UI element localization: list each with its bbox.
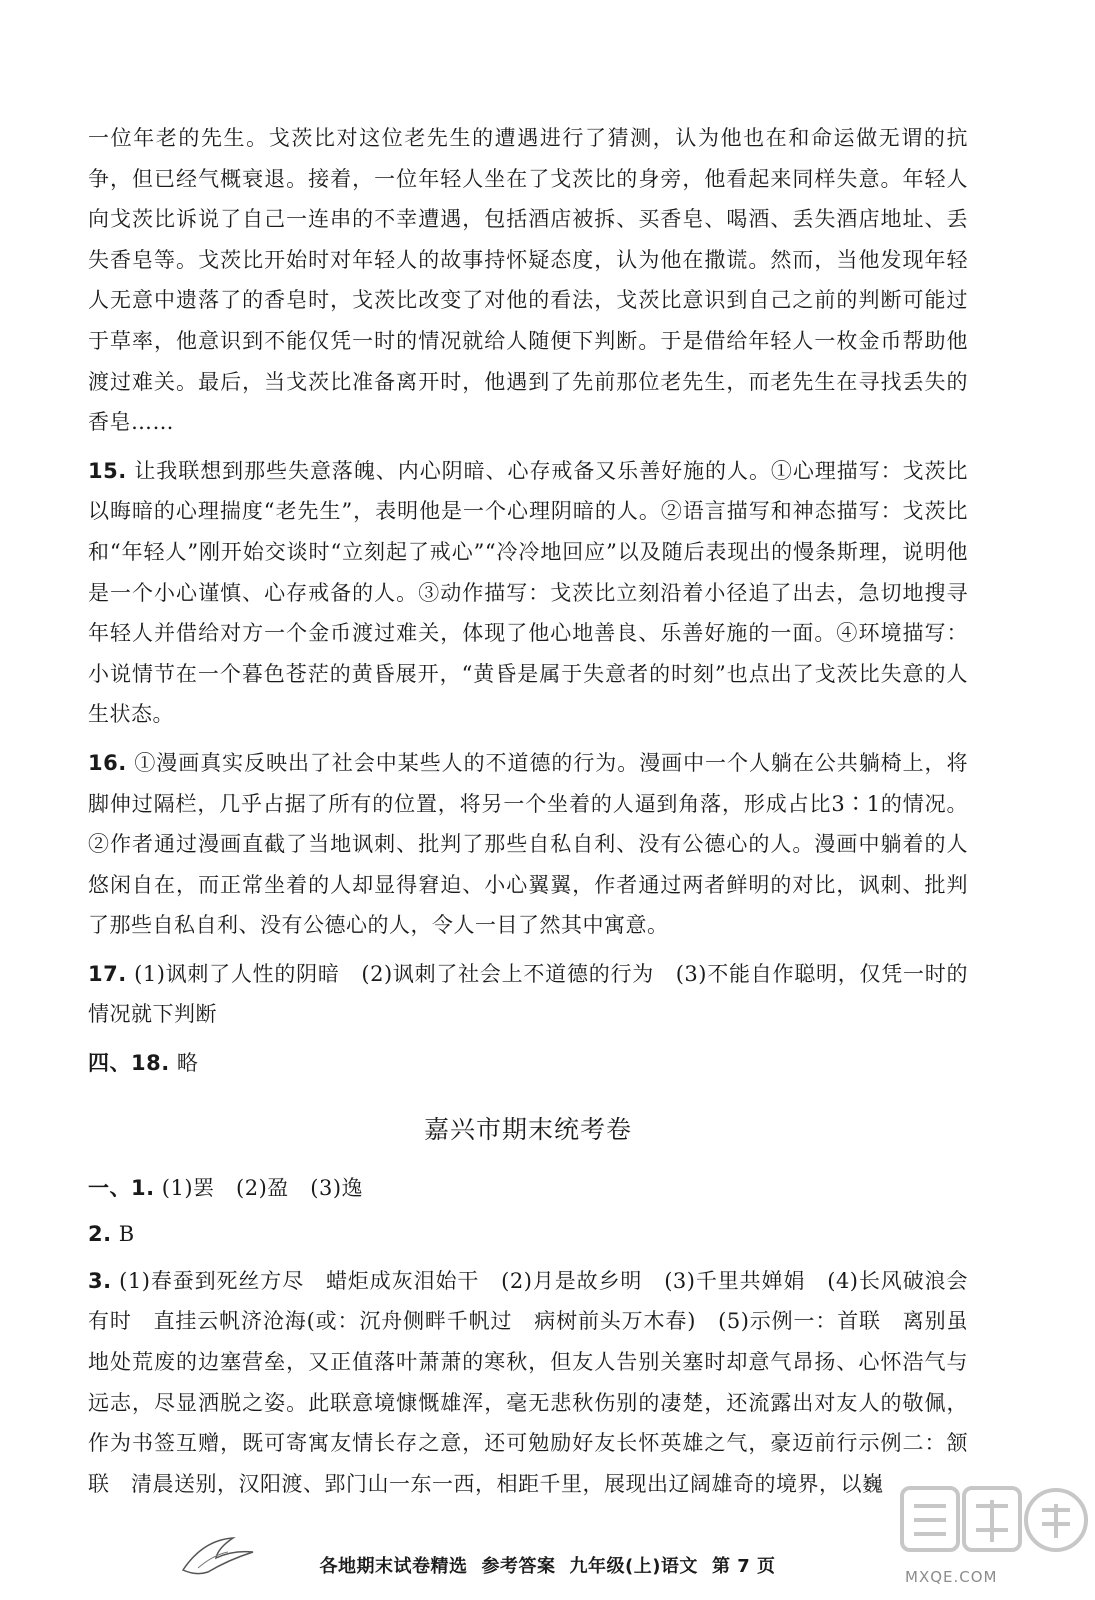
- question-number-15: 15.: [88, 458, 127, 483]
- footer-grade-subject: 九年级(上)语文: [569, 1556, 698, 1577]
- answer-1: [88, 1168, 968, 1209]
- footer-book-title: 各地期末试卷精选: [319, 1556, 468, 1577]
- footer-page-number: 第 7 页: [711, 1556, 776, 1577]
- question-number-16: 16.: [88, 750, 127, 775]
- answer-1-text: (1)罢 (2)盈 (3)逸: [161, 1175, 364, 1200]
- answer-2: [88, 1214, 968, 1255]
- question-number-17: 17.: [88, 961, 127, 986]
- footer-answers-label: 参考答案: [481, 1556, 556, 1577]
- answer-16-text: ①漫画真实反映出了社会中某些人的不道德的行为。漫画中一个人躺在公共躺椅上，将脚伸过隔栏，几乎占据了所有的位置，将另一个坐着的人逼到角落，形成占比3∶1的情况。②作者通过漫画直截了当地讽刺、批判了那些自私自利、没有公德心的人。漫画中躺着的人悠闲自在，而正常坐着的人却显得窘迫、小心翼翼，作者通过两者鲜明的对比，讽刺、批判了那些自私自利、没有公德心的人，令人一目了然其中寓意。: [88, 750, 968, 938]
- question-number-18: 四、18.: [88, 1051, 170, 1076]
- answer-3-text: (1)春蚕到死丝方尽 蜡炬成灰泪始干 (2)月是故乡明 (3)千里共婵娟 (4)长风破浪会有时 直挂云帆济沧海(或：沉舟侧畔千帆过 病树前头万木春) (5)示例一：首联 离别虽地处荒废的边塞营垒，又正值落叶萧萧的寒秋，但友人告别关塞时却意气昂扬、心怀浩气与远志，尽显洒脱之姿。此联意境慷慨雄浑，毫无悲秋伤别的凄楚，还流露出对友人的敬佩，作为书签互赠，既可寄寓友情长存之意，还可勉励好友长怀英雄之气，豪迈前行示例二：颔联 清晨送别，汉阳渡、郢门山一东一西，相距千里，展现出辽阔雄奇的境界，以巍: [88, 1268, 968, 1496]
- section-title: 嘉兴市期末统考卷: [423, 1114, 632, 1144]
- answer-16: [88, 743, 968, 946]
- question-number-1: 一、1.: [88, 1175, 155, 1200]
- question-number-2: 2.: [88, 1222, 112, 1247]
- answer-3: [88, 1261, 968, 1505]
- story-summary-paragraph: 一位年老的先生。戈茨比对这位老先生的遭遇进行了猜测，认为他也在和命运做无谓的抗争，但已经气概衰退。接着，一位年轻人坐在了戈茨比的身旁，他看起来同样失意。年轻人向戈茨比诉说了自己一连串的不幸遭遇，包括酒店被拆、买香皂、喝酒、丢失酒店地址、丢失香皂等。戈茨比开始时对年轻人的故事持怀疑态度，认为他在撒谎。然而，当他发现年轻人无意中遗落了的香皂时，戈茨比改变了对他的看法，戈茨比意识到自己之前的判断可能过于草率，他意识到不能仅凭一时的情况就给人随便下判断。于是借给年轻人一枚金币帮助他渡过难关。最后，当戈茨比准备离开时，他遇到了先前那位老先生，而老先生在寻找丢失的香皂……: [88, 126, 968, 435]
- answer-18: [88, 1043, 968, 1084]
- watermark-url: MXQE.COM: [905, 1568, 998, 1586]
- answer-17: [88, 954, 968, 1035]
- answer-15-text: 让我联想到那些失意落魄、内心阴暗、心存戒备又乐善好施的人。①心理描写：戈茨比以晦暗的心理揣度“老先生”，表明他是一个心理阴暗的人。②语言描写和神态描写：戈茨比和“年轻人”刚开始交谈时“立刻起了戒心”“冷冷地回应”以及随后表现出的慢条斯理，说明他是一个小心谨慎、心存戒备的人。③动作描写：戈茨比立刻沿着小径追了出去，急切地搜寻年轻人并借给对方一个金币渡过难关，体现了他心地善良、乐善好施的一面。④环境描写：小说情节在一个暮色苍茫的黄昏展开，“黄昏是属于失意者的时刻”也点出了戈茨比失意的人生状态。: [88, 458, 968, 727]
- answer-15: [88, 451, 968, 735]
- answer-2-text: B: [118, 1222, 135, 1247]
- page-content: [88, 118, 968, 1512]
- question-number-3: 3.: [88, 1268, 112, 1293]
- answer-18-text: 略: [176, 1051, 199, 1076]
- answer-17-text: (1)讽刺了人性的阴暗 (2)讽刺了社会上不道德的行为 (3)不能自作聪明，仅凭一时的情况就下判断: [88, 961, 968, 1027]
